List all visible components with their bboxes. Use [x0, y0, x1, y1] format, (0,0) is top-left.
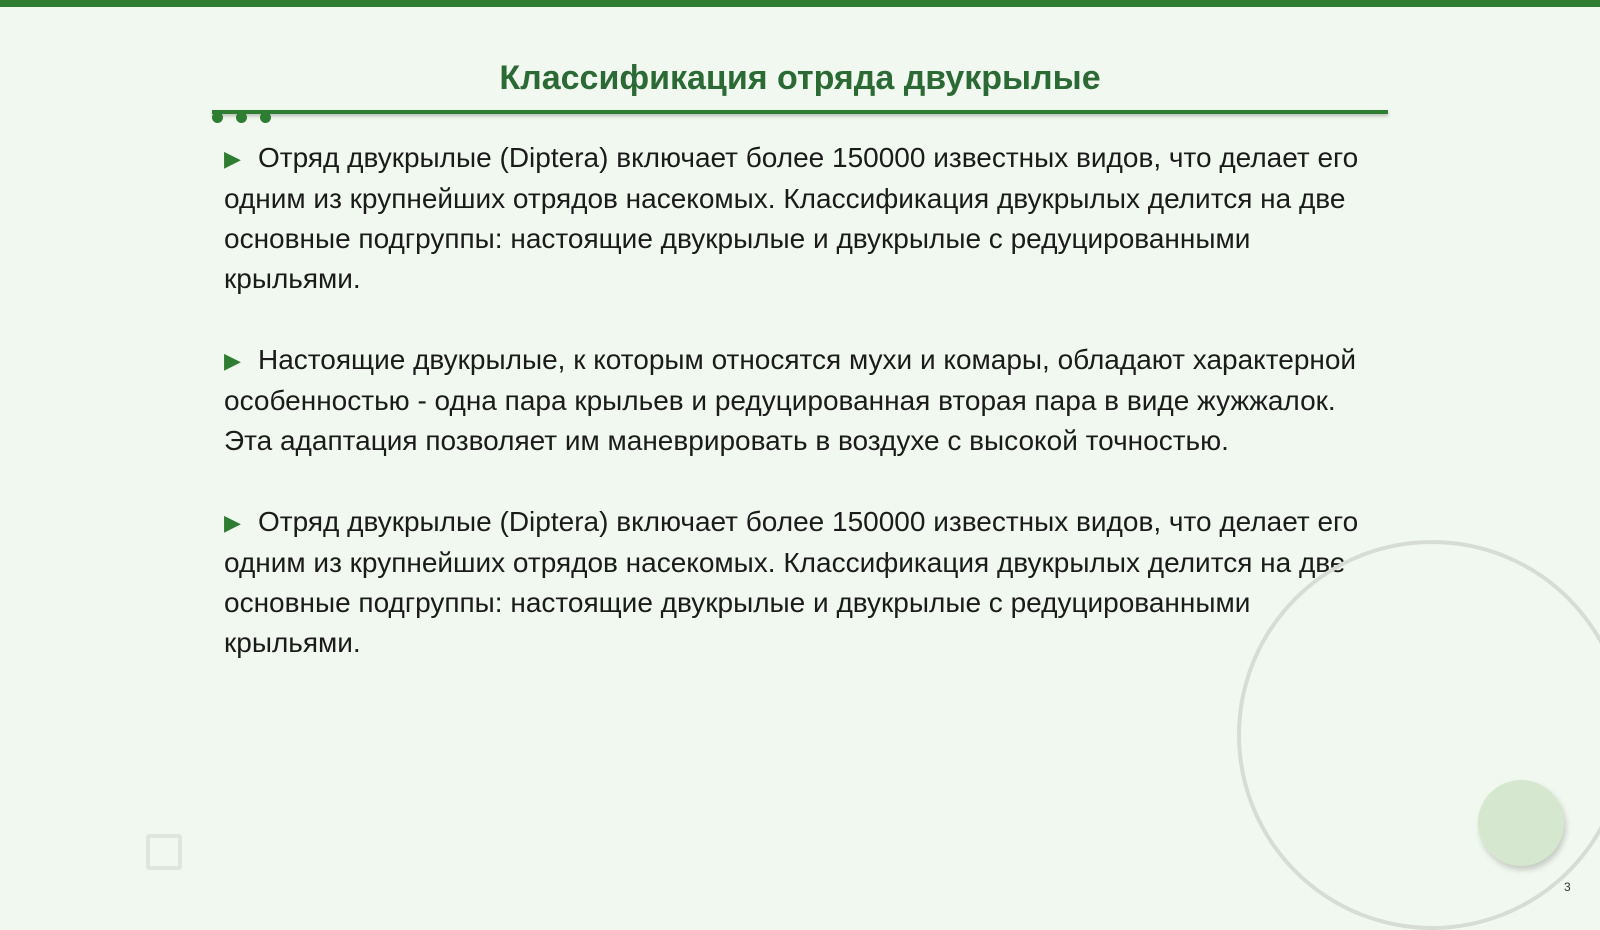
triangle-bullet-icon: ▶ — [224, 348, 241, 373]
decoration-dot — [236, 112, 247, 123]
slide-title: Классификация отряда двукрылые — [499, 59, 1101, 97]
bullet-text: Отряд двукрылые (Diptera) включает более 150000 известных видов, что делает его одним из крупнейших отрядов насекомых. Классификация двукрылых делится на две основные подгруппы: настоящие двукрылые и двукрылые с редуцированными крыльями. — [224, 506, 1359, 658]
bullet-text: Настоящие двукрылые, к которым относятся мухи и комары, обладают характерной особенностью - одна пара крыльев и редуцированная вторая пара в виде жужжалок. Эта адаптация позволяет им маневрировать в воздухе с высокой точностью. — [224, 344, 1357, 456]
bullet-item — [224, 138, 1384, 299]
bullet-item — [224, 502, 1384, 663]
top-accent-bar — [0, 0, 1600, 7]
decorative-ring — [1237, 540, 1600, 930]
page-number: 3 — [1564, 880, 1571, 894]
triangle-bullet-icon: ▶ — [224, 146, 241, 171]
bullet-text: Отряд двукрылые (Diptera) включает более 150000 известных видов, что делает его одним из крупнейших отрядов насекомых. Классификация двукрылых делится на две основные подгруппы: настоящие двукрылые и двукрылые с редуцированными крыльями. — [224, 142, 1359, 294]
decoration-dot — [212, 112, 223, 123]
decorative-square — [146, 834, 182, 870]
bullet-item — [224, 340, 1384, 461]
triangle-bullet-icon: ▶ — [224, 510, 241, 535]
decoration-dot — [260, 112, 271, 123]
decorative-circle — [1478, 780, 1564, 866]
bullet-list — [224, 138, 1384, 704]
title-underline — [212, 110, 1388, 114]
